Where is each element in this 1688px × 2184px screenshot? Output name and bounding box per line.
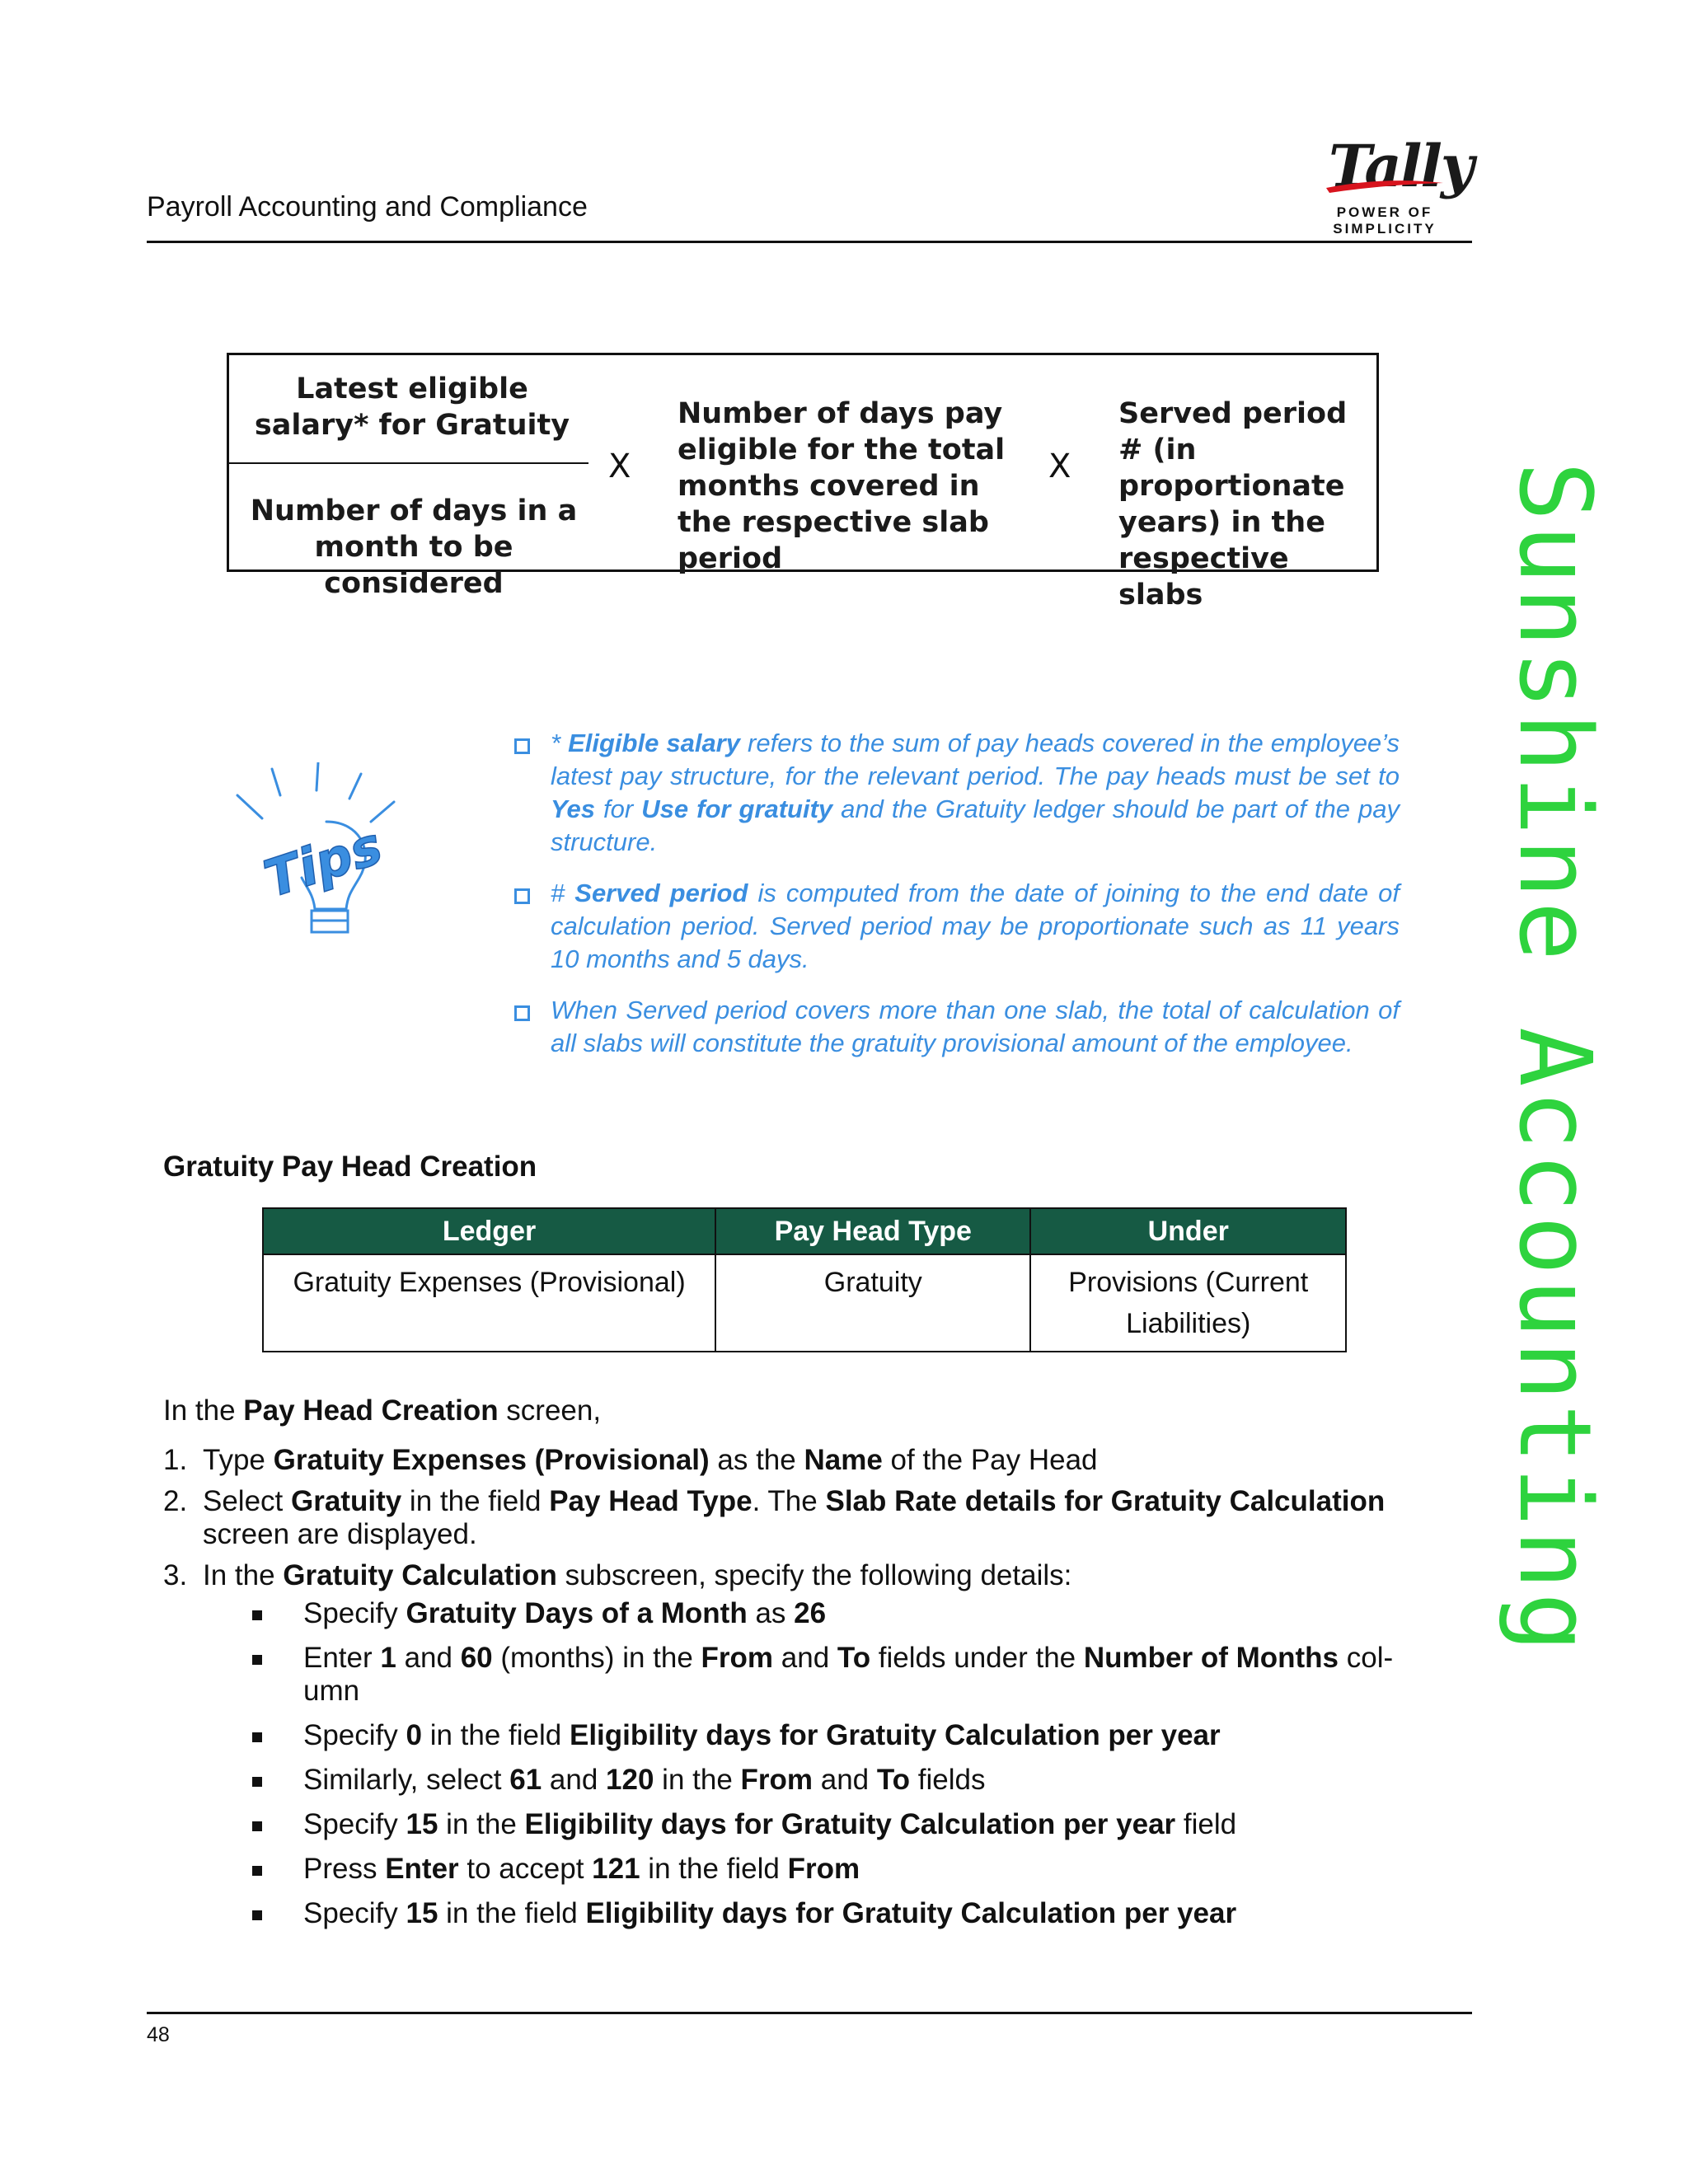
step-number: 2. (163, 1485, 188, 1517)
step-number: 3. (163, 1559, 188, 1591)
bold-text: Number of Months (1083, 1642, 1339, 1674)
formula-right-term: Served period # (in proportionate years) in the respective slabs (1118, 397, 1348, 612)
gratuity-details-list (247, 1597, 1442, 1942)
bold-text: Served period (574, 879, 748, 907)
tip-text: * Eligible salary refers to the sum of pay heads covered in the employee’s latest pay structure, for the relevant period. The pay heads must be set to Yes for Use for gratuity and the Gratuity ledger should be part of the pay structure. (551, 729, 1400, 856)
detail-text: Press Enter to accept 121 in the field From (303, 1853, 860, 1885)
watermark-text: Sunshine Accounting (1497, 462, 1611, 1656)
bold-text: Pay Head Type (549, 1485, 753, 1517)
bold-text: Gratuity (291, 1485, 402, 1517)
detail-text: Specify Gratuity Days of a Month as 26 (303, 1597, 827, 1629)
formula-middle-term: Number of days pay eligible for the total months covered in the respective slab period (678, 397, 1006, 575)
bold-text: 61 (509, 1764, 542, 1796)
bold-text: 0 (406, 1719, 422, 1751)
detail-text: Similarly, select 61 and 120 in the From and To fields (303, 1764, 986, 1796)
list-item (247, 1764, 1442, 1797)
bold-text: Eligibility days for Gratuity Calculation per year (585, 1897, 1237, 1929)
bold-text: To (837, 1642, 871, 1674)
square-bullet-icon (252, 1910, 262, 1920)
page-number: 48 (147, 2023, 170, 2046)
bold-text: Enter (385, 1853, 459, 1885)
bold-text: 26 (794, 1597, 827, 1629)
section-heading: Gratuity Pay Head Creation (163, 1151, 537, 1183)
list-item (163, 1559, 1449, 1592)
logo-tagline: POWER OF SIMPLICITY (1333, 204, 1437, 237)
list-item (163, 1444, 1449, 1477)
bold-text: 121 (592, 1853, 640, 1885)
list-item (247, 1597, 1442, 1630)
tip-bullet-icon (514, 738, 530, 754)
tip-item (511, 727, 1400, 859)
bold-text: 60 (460, 1642, 493, 1674)
bold-text: Name (804, 1444, 883, 1476)
bold-text: Gratuity Days of a Month (406, 1597, 748, 1629)
square-bullet-icon (252, 1732, 262, 1742)
cell-under: Provisions (Current Liabilities) (1030, 1254, 1346, 1352)
page-header-title: Payroll Accounting and Compliance (147, 191, 588, 223)
list-item (247, 1719, 1442, 1752)
bold-text: Use for gratuity (641, 794, 833, 823)
tip-text: # Served period is computed from the date of joining to the end date of calculation period. Served period may be proportionate such as 11 years 10 months and 5 days. (551, 879, 1400, 973)
tip-item (511, 877, 1400, 976)
list-item (247, 1808, 1442, 1841)
logo-swoosh-icon (1323, 175, 1447, 194)
svg-text:Tips: Tips (256, 815, 390, 910)
square-bullet-icon (252, 1866, 262, 1876)
bold-text: To (876, 1764, 911, 1796)
square-bullet-icon (252, 1655, 262, 1665)
bold-text: 1 (380, 1642, 396, 1674)
bold-text: Eligible salary (568, 729, 740, 757)
tip-bullet-icon (514, 1005, 530, 1021)
tip-item (511, 994, 1400, 1060)
step-text: Select Gratuity in the field Pay Head Type. The Slab Rate details for Gratuity Calculation screen are displayed. (203, 1485, 1386, 1550)
cell-ledger: Gratuity Expenses (Provisional) (263, 1254, 715, 1352)
list-item (247, 1642, 1442, 1708)
bold-text: Gratuity Calculation (283, 1559, 557, 1591)
steps-list (163, 1444, 1449, 1601)
detail-text: Specify 15 in the Eligibility days for Gratuity Calculation per year field (303, 1808, 1237, 1840)
formula-multiply-sign: X (608, 448, 631, 485)
bold-text: 15 (406, 1808, 438, 1840)
footer-divider (147, 2012, 1472, 2014)
pay-head-table (262, 1207, 1347, 1352)
bold-text: From (740, 1764, 814, 1796)
tip-bullet-icon (514, 888, 530, 904)
square-bullet-icon (252, 1610, 262, 1620)
formula-denominator: Number of days in a month to be considered (250, 494, 578, 600)
table-row (263, 1254, 1346, 1352)
tip-text: When Served period covers more than one slab, the total of calculation of all slabs will constitute the gratuity provisional amount of the employee. (551, 996, 1400, 1057)
formula-numerator: Latest eligible salary* for Gratuity (254, 373, 570, 442)
bold-text: Gratuity Expenses (Provisional) (273, 1444, 710, 1476)
column-header-under: Under (1030, 1208, 1346, 1254)
tally-logo: Tally (1329, 132, 1473, 200)
detail-text: Specify 15 in the field Eligibility days for Gratuity Calculation per year (303, 1897, 1237, 1929)
formula-fraction-line (229, 462, 588, 464)
list-item (247, 1897, 1442, 1930)
column-header-ledger: Ledger (263, 1208, 715, 1254)
table-header-row (263, 1208, 1346, 1254)
step-text: Type Gratuity Expenses (Provisional) as the Name of the Pay Head (203, 1444, 1098, 1476)
cell-pay-head-type: Gratuity (715, 1254, 1030, 1352)
column-header-pay-head-type: Pay Head Type (715, 1208, 1030, 1254)
list-item (163, 1485, 1449, 1551)
step-text: In the Gratuity Calculation subscreen, specify the following details: (203, 1559, 1072, 1591)
formula-multiply-sign: X (1048, 448, 1071, 485)
bold-text: From (701, 1642, 774, 1674)
bold-text: Eligibility days for Gratuity Calculation per year (524, 1808, 1176, 1840)
tips-list (511, 727, 1400, 1078)
bold-text: Yes (551, 794, 596, 823)
detail-text: Specify 0 in the field Eligibility days for Gratuity Calculation per year (303, 1719, 1221, 1751)
detail-text: Enter 1 and 60 (months) in the From and To fields under the Number of Months col- umn (303, 1642, 1394, 1707)
bold-text: From (787, 1853, 860, 1885)
bold-text: 15 (406, 1897, 438, 1929)
header-divider (147, 241, 1472, 243)
bold-text: Pay Head Creation (243, 1394, 499, 1427)
square-bullet-icon (252, 1777, 262, 1787)
bold-text: 120 (606, 1764, 654, 1796)
list-item (247, 1853, 1442, 1886)
square-bullet-icon (252, 1821, 262, 1831)
step-number: 1. (163, 1444, 188, 1476)
tips-lightbulb-icon (229, 762, 410, 952)
bold-text: Slab Rate details for Gratuity Calculation (825, 1485, 1386, 1517)
instructions-intro: In the Pay Head Creation screen, (163, 1394, 602, 1427)
bold-text: Eligibility days for Gratuity Calculation per year (569, 1719, 1221, 1751)
